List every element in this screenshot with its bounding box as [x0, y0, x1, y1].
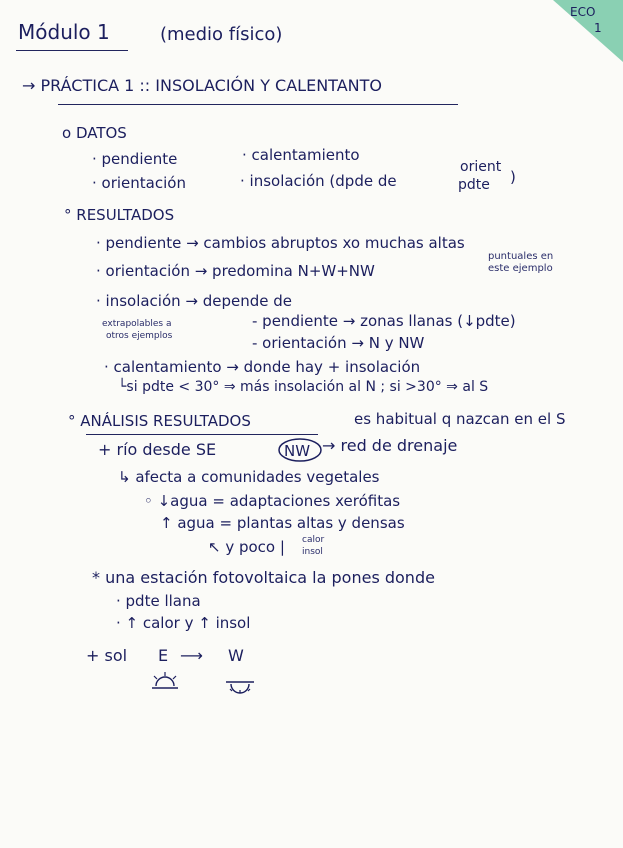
analisis-calor-insol: · ↑ calor y ↑ insol [116, 614, 251, 632]
resultados-extrapolables-note: extrapolables a [102, 319, 172, 329]
analisis-comunidades: ↳ afecta a comunidades vegetales [118, 468, 380, 486]
tab-label-bottom: 1 [594, 21, 602, 35]
datos-item-insolacion: · insolación (dpde de [240, 172, 397, 190]
resultados-orientacion-note-bottom: este ejemplo [488, 263, 553, 274]
resultados-orientacion-note-top: puntuales en [488, 251, 554, 262]
analisis-pdte-llana: · pdte llana [116, 592, 201, 610]
analisis-estacion: * una estación fotovoltaica la pones donde [92, 568, 435, 587]
datos-insolacion-option-orient: orient [460, 159, 502, 175]
datos-item-orientacion: · orientación [92, 174, 186, 192]
resultados-insolacion: · insolación → depende de [96, 292, 293, 310]
practice-underline [58, 104, 458, 105]
datos-heading: o DATOS [62, 124, 127, 142]
analisis-poco-calor: ↖ y poco | [208, 538, 285, 556]
analisis-poca-agua: ◦ ↓agua = adaptaciones xerófitas [144, 492, 401, 510]
analisis-sol: + sol [86, 646, 128, 665]
analisis-insol-label: insol [302, 547, 323, 557]
resultados-insolacion-pendiente: - pendiente → zonas llanas (↓pdte) [252, 312, 516, 330]
datos-item-calentamiento: · calentamiento [242, 146, 360, 164]
analisis-mucha-agua: ↑ agua = plantas altas y densas [160, 514, 405, 532]
resultados-calentamiento-detail: └si pdte < 30° ⇒ más insolación al N ; si >30° ⇒ al S [118, 379, 489, 395]
page-title: Módulo 1 [18, 20, 110, 44]
sun-rise-icon [148, 670, 182, 692]
sun-set-icon [222, 672, 258, 694]
resultados-pendiente: · pendiente → cambios abruptos xo muchas altas [96, 234, 465, 252]
datos-close-paren: ) [510, 168, 516, 186]
title-underline [16, 50, 128, 51]
datos-item-pendiente: · pendiente [92, 150, 178, 168]
analisis-sol-arrow: ⟶ [180, 646, 203, 665]
analisis-sol-west: W [228, 646, 244, 665]
analisis-sol-east: E [158, 646, 169, 665]
analisis-calor-label: calor [302, 535, 325, 545]
practice-title: → PRÁCTICA 1 :: INSOLACIÓN Y CALENTANTO [22, 76, 382, 95]
analisis-rio: + río desde SE [98, 440, 217, 459]
analisis-heading: ° ANÁLISIS RESULTADOS [68, 412, 251, 430]
resultados-calentamiento: · calentamiento → donde hay + insolación [104, 358, 421, 376]
analisis-nw-label: NW [284, 442, 311, 460]
resultados-insolacion-orientacion: - orientación → N y NW [252, 334, 425, 352]
resultados-heading: ° RESULTADOS [64, 206, 175, 224]
tab-label-top: ECO [570, 5, 596, 19]
resultados-orientacion: · orientación → predomina N+W+NW [96, 262, 375, 280]
page-subtitle: (medio físico) [160, 24, 283, 45]
analisis-note: es habitual q nazcan en el S [354, 410, 566, 428]
resultados-otros-ejemplos-note: otros ejemplos [106, 331, 173, 341]
analisis-red-drenaje: → red de drenaje [322, 436, 458, 455]
datos-insolacion-option-pdte: pdte [458, 177, 490, 193]
